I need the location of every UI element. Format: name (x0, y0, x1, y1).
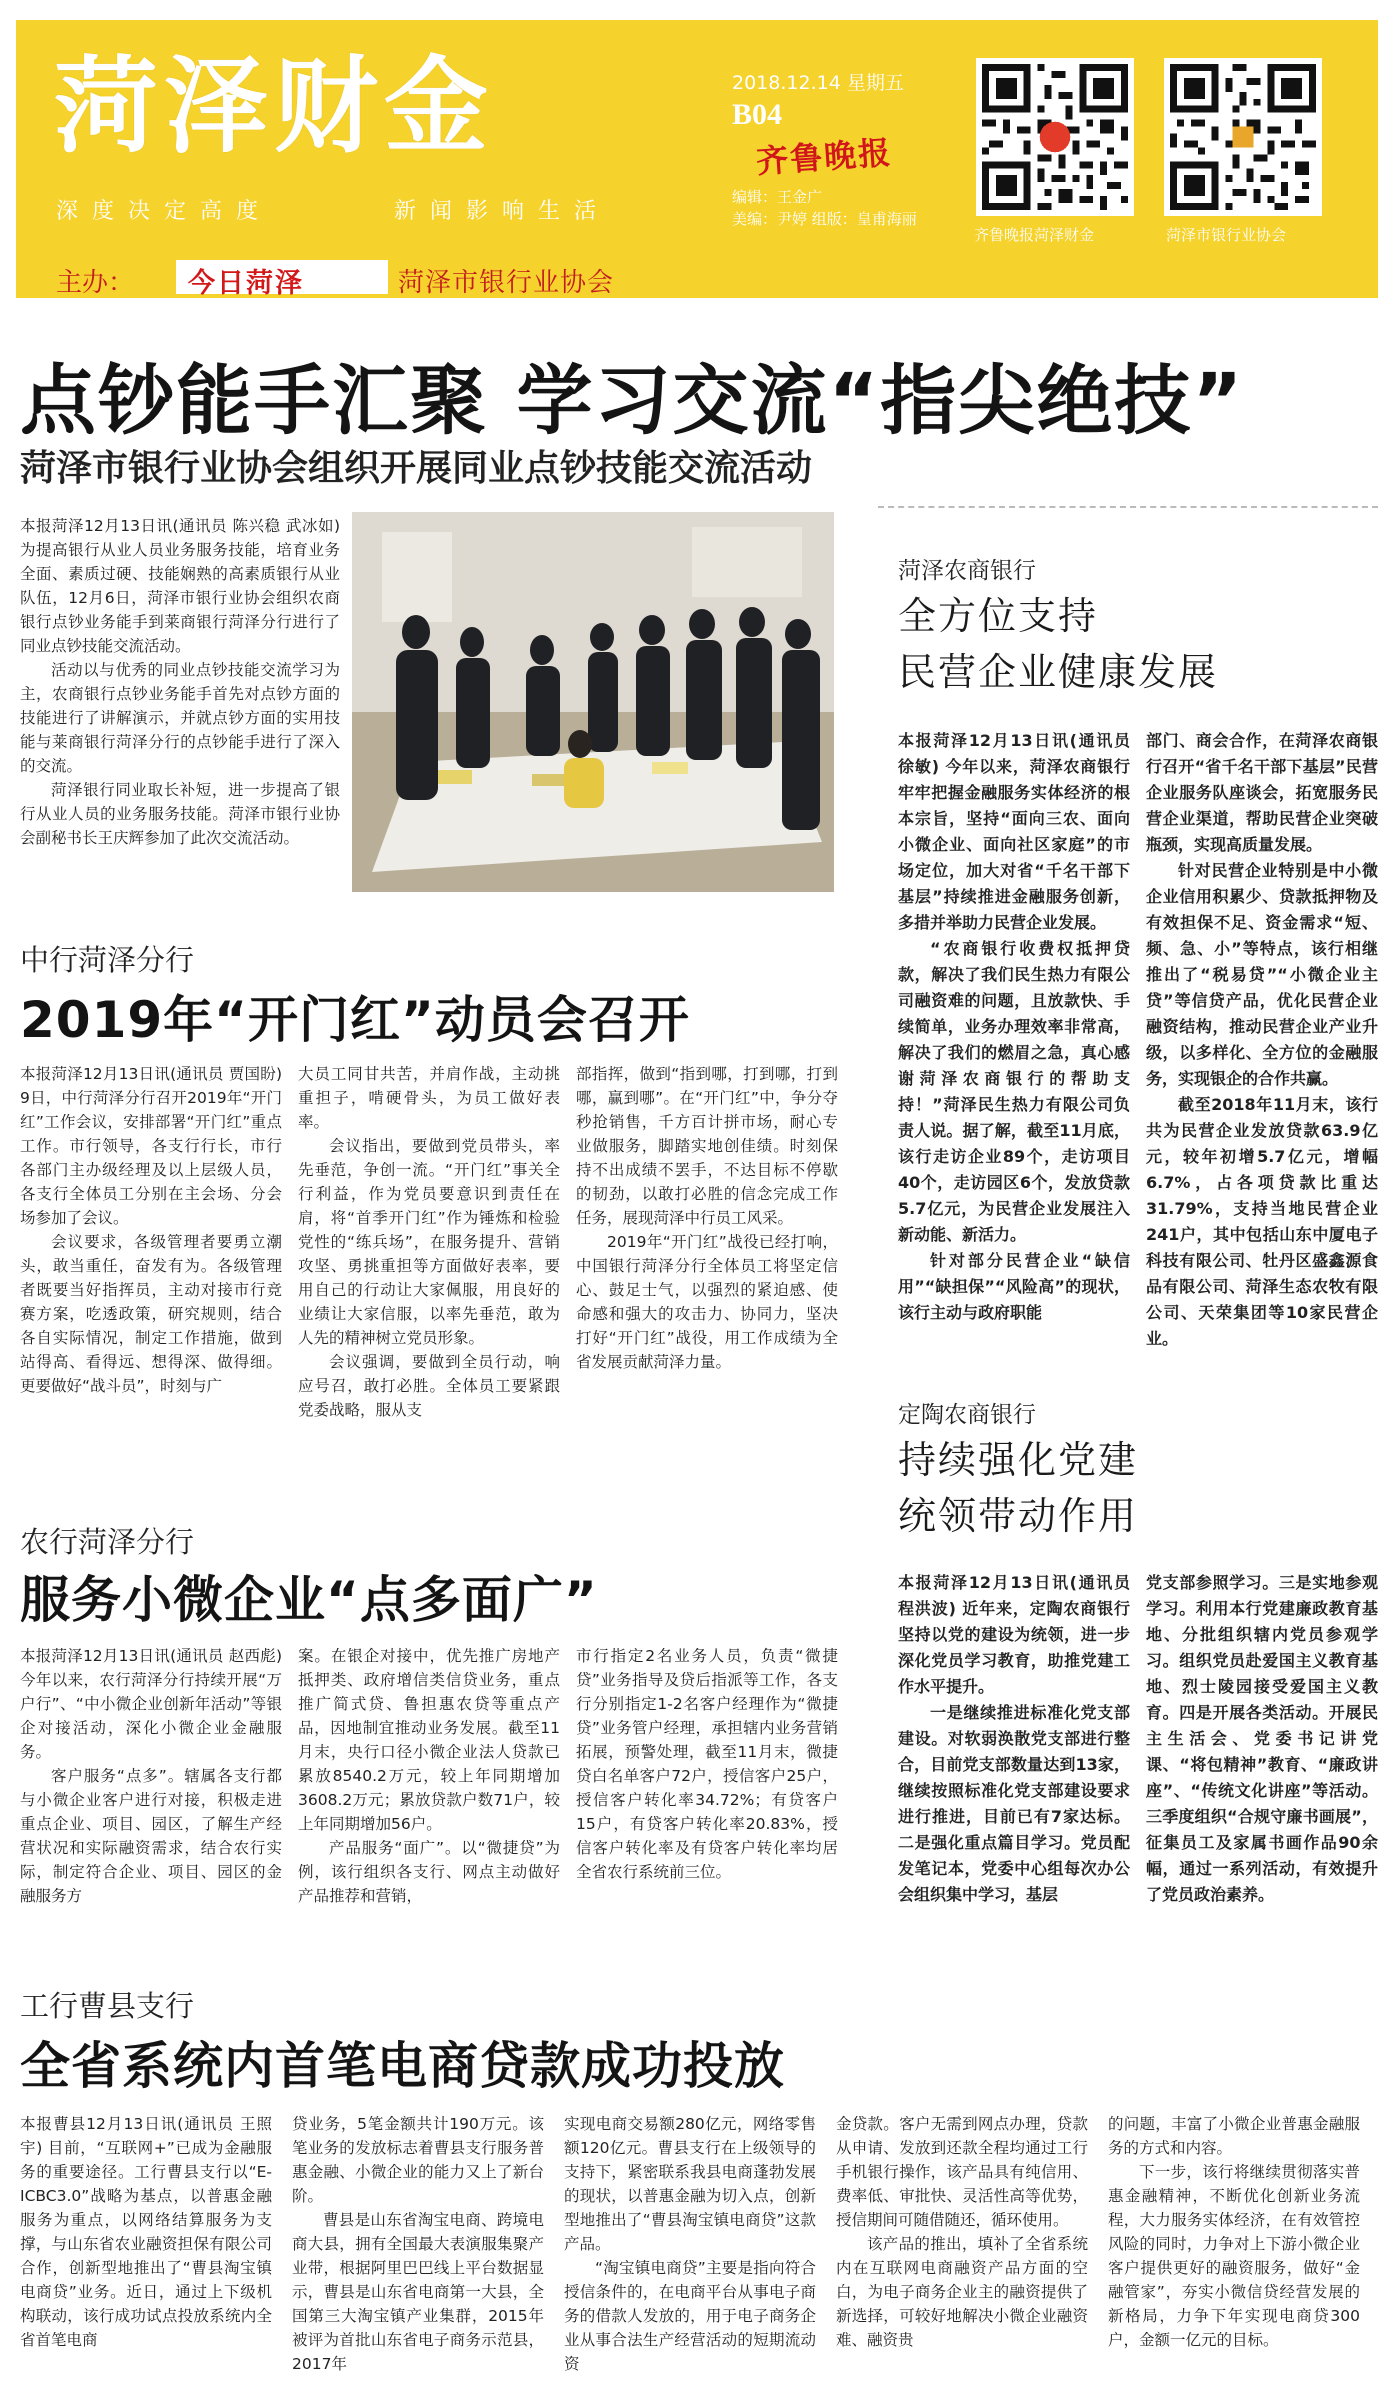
article-paragraph: 市行指定2名业务人员，负责“微捷贷”业务指导及贷后指派等工作，各支行分别指定1-2名客户经理作为“微捷贷”业务管户经理，承担辖内业务营销拓展，预警处理，截至11月末，微捷贷白名单客户72户，授信客户25户，授信客户转化率34.72%；有贷客户15户，有贷客户转化率20.83%，授信客户转化率及有贷客户转化率均居全省农行系统前三位。 (576, 1647, 838, 1881)
article-paragraph: 部门、商会合作，在菏泽农商银行召开“省千名干部下基层”民营企业服务队座谈会，拓宽服务民营企业渠道，帮助民营企业突破瓶颈，实现高质量发展。 (1146, 731, 1378, 854)
article-paragraph: 活动以与优秀的同业点钞技能交流学习为主，农商银行点钞业务能手首先对点钞方面的技能进行了讲解演示，并就点钞方面的实用技能与莱商银行菏泽分行的点钞能手进行了深入的交流。 (20, 661, 340, 775)
article-paragraph: 曹县是山东省淘宝电商、跨境电商大县，拥有全国最大表演服集聚产业带，根据阿里巴巴线上平台数据显示，曹县是山东省电商第一大县，全国第三大淘宝镇产业集群，2015年被评为首批山东省电子商务示范县，2017年 (292, 2211, 544, 2373)
dingtao-column-2 (1146, 1570, 1378, 1908)
abc-column-2 (298, 1644, 560, 1908)
boc-kicker: 中行菏泽分行 (20, 943, 195, 977)
section-divider (878, 506, 1378, 508)
boc-column-2 (298, 1062, 560, 1422)
article-paragraph: 该产品的推出，填补了全省系统内在互联网电商融资产品方面的空白，为电子商务企业主的融资提供了新选择，可较好地解决小微企业融资难、融资贵 (836, 2235, 1088, 2349)
abc-headline: 服务小微企业“点多面广” (20, 1571, 598, 1629)
article-paragraph: 本报菏泽12月13日讯(通讯员 徐敏) 今年以来，菏泽农商银行牢牢把握金融服务实体经济的根本宗旨，坚持“面向三农、面向小微企业、面向社区家庭”的市场定位，加大对省“千名干部下基层”持续推进金融服务创新，多措并举助力民营企业发展。 (898, 731, 1130, 932)
slogan-left: 深度决定高度 (56, 199, 273, 224)
qr-caption: 齐鲁晚报菏泽财金 (974, 226, 1095, 244)
boc-column-3 (576, 1062, 838, 1374)
rcb-column-2 (1146, 728, 1378, 1352)
article-paragraph: 下一步，该行将继续贯彻落实普惠金融精神，不断优化创新业务流程，大力服务实体经济，在有效管控风险的同时，力争对上下游小微企业客户提供更好的融资服务，做好“金融管家”，夯实小微信贷经营发展的新格局，力争下年实现电商贷300户，金额一亿元的目标。 (1108, 2163, 1360, 2349)
icbc-column-4 (836, 2112, 1088, 2352)
qr-code-icon[interactable] (1164, 58, 1322, 216)
rcb-headline-line-2: 民营企业健康发展 (898, 650, 1219, 694)
article-paragraph: 本报菏泽12月13日讯(通讯员 陈兴稳 武冰如) 为提高银行从业人员业务服务技能，培育业务全面、素质过硬、技能娴熟的高素质银行从业队伍，12月6日，菏泽市银行业协会组织农商银行点钞业务能手到莱商银行菏泽分行进行了同业点钞技能交流活动。 (20, 517, 340, 655)
abc-kicker: 农行菏泽分行 (20, 1525, 195, 1559)
icbc-headline: 全省系统内首笔电商贷款成功投放 (20, 2037, 785, 2095)
article-paragraph: 客户服务“点多”。辖属各支行都与小微企业客户进行对接，积极走进重点企业、项目、园区，了解生产经营状况和实际融资需求，结合农行实际，制定符合企业、项目、园区的金融服务方 (20, 1767, 282, 1905)
rcb-headline-line-1: 全方位支持 (898, 594, 1099, 638)
dingtao-kicker: 定陶农商银行 (898, 1402, 1036, 1428)
article-paragraph: 本报菏泽12月13日讯(通讯员 赵西彪) 今年以来，农行菏泽分行持续开展“万户行”、“中小微企业创新年活动”等银企对接活动，深化小微企业金融服务。 (20, 1647, 282, 1761)
boc-headline: 2019年“开门红”动员会召开 (20, 991, 690, 1049)
icbc-column-5 (1108, 2112, 1360, 2352)
boc-column-1 (20, 1062, 282, 1398)
qr-code-icon[interactable] (976, 58, 1134, 216)
sponsor-media: 今日菏泽 (188, 268, 304, 299)
article-paragraph: 会议指出，要做到党员带头，率先垂范，争创一流。“开门红”事关全行利益，作为党员要意识到责任在肩，将“首季开门红”作为锤炼和检验党性的“练兵场”，在服务提升、营销攻坚、勇挑重担等方面做好表率，要用自己的行动让大家佩服，用良好的业绩让大家信服，以率先垂范，敢为人先的精神树立党员形象。 (298, 1137, 560, 1347)
editor-credits (732, 186, 917, 230)
designer-line: 美编：尹婷 组版：皇甫海丽 (732, 210, 917, 228)
article-paragraph: 部指挥，做到“指到哪，打到哪，打到哪，赢到哪”。在“开门红”中，争分夺秒抢销售，千方百计拼市场，耐心专业做服务，脚踏实地创佳绩。时刻保持不出成绩不罢手，不达目标不停歇的韧劲，以敢打必胜的信念完成工作任务，展现菏泽中行员工风采。 (576, 1065, 838, 1227)
paper-logo: 齐鲁晚报 (754, 133, 894, 181)
page-number: B04 (732, 98, 783, 131)
training-photo-icon (352, 512, 834, 892)
icbc-kicker: 工行曹县支行 (20, 1989, 195, 2023)
rcb-column-1 (898, 728, 1130, 1326)
article-paragraph: 截至2018年11月末，该行共为民营企业发放贷款63.9亿元，较年初增5.7亿元，增幅6.7%，占各项贷款比重达31.79%，支持当地民营企业241户，其中包括山东中厦电子科技有限公司、牡丹区盛鑫源食品有限公司、菏泽生态农牧有限公司、天荣集团等10家民营企业。 (1146, 1095, 1378, 1348)
rcb-kicker: 菏泽农商银行 (898, 558, 1036, 584)
article-paragraph: 本报曹县12月13日讯(通讯员 王照宇) 目前，“互联网+”已成为金融服务的重要途径。工行曹县支行以“E-ICBC3.0”战略为基点，以普惠金融服务为重点，以网络结算服务为支撑，与山东省农业融资担保有限公司合作，创新型地推出了“曹县淘宝镇电商贷”业务。近日，通过上下级机构联动，该行成功试点投放系统内全省首笔电商 (20, 2115, 272, 2349)
lead-headline: 点钞能手汇聚 学习交流“指尖绝技” (20, 356, 1245, 445)
icbc-column-3 (564, 2112, 816, 2376)
sponsor-bar (16, 256, 1378, 298)
article-paragraph: 的问题，丰富了小微企业普惠金融服务的方式和内容。 (1108, 2115, 1360, 2157)
article-paragraph: 针对部分民营企业“缺信用”“缺担保”“风险高”的现状，该行主动与政府职能 (898, 1251, 1130, 1322)
article-paragraph: 一是继续推进标准化党支部建设。对软弱涣散党支部进行整合，目前党支部数量达到13家，继续按照标准化党支部建设要求进行推进，目前已有7家达标。二是强化重点篇目学习。党员配发笔记本，党委中心组每次办公会组织集中学习，基层 (898, 1703, 1130, 1904)
icbc-column-2 (292, 2112, 544, 2376)
article-paragraph: 会议要求，各级管理者要勇立潮头，敢当重任，奋发有为。各级管理者既要当好指挥员，主动对接市行竞赛方案，吃透政策，研究规则，结合各自实际情况，制定工作措施，做到站得高、看得远、想得深、做得细。更要做好“战斗员”，时刻与广 (20, 1233, 282, 1395)
dingtao-headline-line-1: 持续强化党建 (898, 1438, 1139, 1482)
article-paragraph: 大员工同甘共苦，并肩作战，主动挑重担子，啃硬骨头，为员工做好表率。 (298, 1065, 560, 1131)
article-paragraph: “淘宝镇电商贷”主要是指向符合授信条件的，在电商平台从事电子商务的借款人发放的，用于电子商务企业从事合法生产经营活动的短期流动资 (564, 2259, 816, 2373)
article-paragraph: 实现电商交易额280亿元，网络零售额120亿元。曹县支行在上级领导的支持下，紧密联系我县电商蓬勃发展的现状，以普惠金融为切入点，创新型地推出了“曹县淘宝镇电商贷”这款产品。 (564, 2115, 816, 2253)
qr-caption: 菏泽市银行业协会 (1166, 226, 1287, 244)
lead-photo (352, 512, 834, 892)
abc-column-3 (576, 1644, 838, 1884)
masthead-title: 菏泽财金 (54, 45, 495, 167)
article-paragraph: 产品服务“面广”。以“微捷贷”为例，该行组织各支行、网点主动做好产品推荐和营销， (298, 1839, 560, 1905)
sponsor-label: 主办： (56, 268, 135, 298)
article-paragraph: 党支部参照学习。三是实地参观学习。利用本行党建廉政教育基地、分批组织辖内党员参观学习。组织党员赴爱国主义教育基地、烈士陵园接受爱国主义教育。四是开展各类活动。开展民主生活会、党委书记讲党课、“将包精神”教育、“廉政讲座”、“传统文化讲座”等活动。三季度组织“合规守廉书画展”，征集员工及家属书画作品90余幅，通过一系列活动，有效提升了党员政治素养。 (1146, 1573, 1378, 1904)
article-paragraph: 菏泽银行同业取长补短，进一步提高了银行从业人员的业务服务技能。菏泽市银行业协会副秘书长王庆辉参加了此次交流活动。 (20, 781, 340, 847)
article-paragraph: “农商银行收费权抵押贷款，解决了我们民生热力有限公司融资难的问题，且放款快、手续简单，业务办理效率非常高，解决了我们的燃眉之急，真心感谢菏泽农商银行的帮助支持！”菏泽民生热力有限公司负责人说。据了解，截至11月底，该行走访企业89个，走访项目40个，走访园区6个，发放贷款5.7亿元，为民营企业发展注入新动能、新活力。 (898, 939, 1130, 1244)
article-paragraph: 金贷款。客户无需到网点办理，贷款从申请、发放到还款全程均通过工行手机银行操作，该产品具有纯信用、费率低、审批快、灵活性高等优势，授信期间可随借随还，循环使用。 (836, 2115, 1088, 2229)
article-paragraph: 本报菏泽12月13日讯(通讯员 贾国盼) 9日，中行菏泽分行召开2019年“开门红”工作会议，安排部署“开门红”重点工作。市行领导，各支行行长，市行各部门主办级经理及以上层级人员，各支行全体员工分别在主会场、分会场参加了会议。 (20, 1065, 282, 1227)
lead-subheadline: 菏泽市银行业协会组织开展同业点钞技能交流活动 (20, 448, 813, 489)
sponsor-org: 菏泽市银行业协会 (398, 268, 615, 298)
article-paragraph: 会议强调，要做到全员行动，响应号召，敢打必胜。全体员工要紧跟党委战略，服从支 (298, 1353, 560, 1419)
abc-column-1 (20, 1644, 282, 1908)
article-paragraph: 本报菏泽12月13日讯(通讯员 程洪波) 近年来，定陶农商银行坚持以党的建设为统领，进一步深化党员学习教育，助推党建工作水平提升。 (898, 1573, 1130, 1696)
slogan-right: 新闻影响生活 (394, 199, 611, 224)
dingtao-column-1 (898, 1570, 1130, 1908)
editor-line: 编辑：王金广 (732, 188, 823, 206)
sponsor-media-badge (176, 260, 388, 299)
article-paragraph: 针对民营企业特别是中小微企业信用积累少、贷款抵押物及有效担保不足、资金需求“短、频、急、小”等特点，该行相继推出了“税易贷”“小微企业主贷”等信贷产品，优化民营企业融资结构，推动民营企业产业升级，以多样化、全方位的金融服务，实现银企的合作共赢。 (1146, 861, 1378, 1088)
icbc-column-1 (20, 2112, 272, 2352)
article-paragraph: 贷业务，5笔金额共计190万元。该笔业务的发放标志着曹县支行服务普惠金融、小微企业的能力又上了新台阶。 (292, 2115, 544, 2205)
dingtao-headline-line-2: 统领带动作用 (898, 1494, 1139, 1538)
article-paragraph: 2019年“开门红”战役已经打响，中国银行菏泽分行全体员工将坚定信心、鼓足士气，以强烈的紧迫感、使命感和强大的攻击力、协同力，坚决打好“开门红”战役，用工作成绩为全省发展贡献菏泽力量。 (576, 1233, 838, 1371)
article-paragraph: 案。在银企对接中，优先推广房地产抵押类、政府增信类信贷业务，重点推广简式贷、鲁担惠农贷等重点产品，因地制宜推动业务发展。截至11月末，央行口径小微企业法人贷款已累放8540.2万元，较上年同期增加3608.2万元；累放贷款户数71户，较上年同期增加56户。 (298, 1647, 560, 1833)
publication-date: 2018.12.14 星期五 (732, 72, 904, 94)
lead-article-body (20, 514, 340, 850)
masthead (16, 20, 1378, 298)
